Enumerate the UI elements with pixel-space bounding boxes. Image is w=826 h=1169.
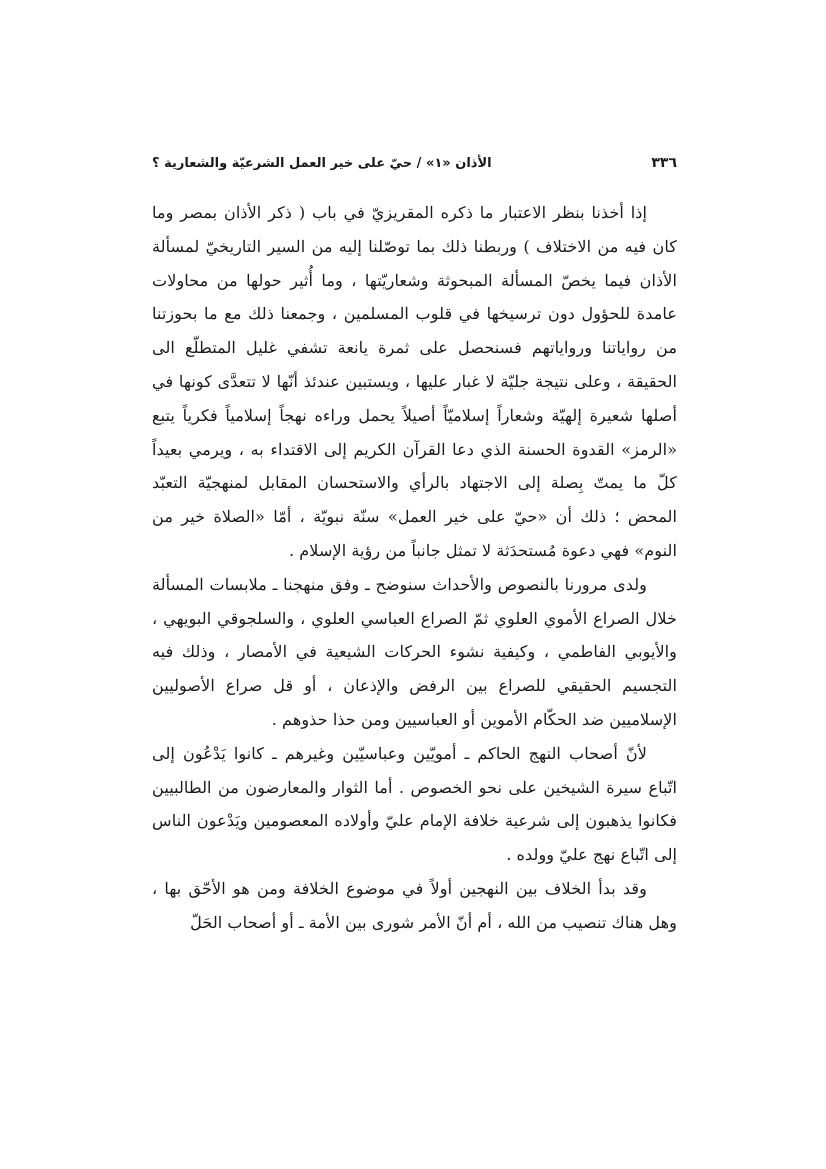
paragraph: ولدى مرورنا بالنصوص والأحداث سنوضح ـ وفق منهجنا ـ ملابسات المسألة خلال الصراع الأموي العلوي ثمّ الصراع العباسي العلوي ، والسلجوقي البويهي ، والأيوبي الفاطمي ، وكيفية نشوء الحركات الشيعية في الأمصار ، وذلك فيه التجسيم الحقيقي للصراع بين الرفض والإذعان ، أو قل صراع الأصوليين الإسلاميين ضد الحكّام الأموين أو العباسيين ومن حذا حذوهم . (152, 574, 677, 729)
paragraph: لأنّ أصحاب النهج الحاكم ـ أمويّين وعباسيّين وغيرهم ـ كانوا يَدْعُون إلى اتّباع سيرة الشيخين على نحو الخصوص . أما الثوار والمعارضون من الطالبيين فكانوا يذهبون إلى شرعية خلافة الإمام عليّ وأولاده المعصومين ويَدْعون الناس إلى اتّباع نهج عليّ وولده . (152, 743, 677, 865)
paragraph: وقد بدأ الخلاف بين النهجين أولاً في موضوع الخلافة ومن هو الأحّق بها ، وهل هناك تنصيب من الله ، أم أنّ الأمر شورى بين الأمة ـ أو أصحاب الحَلّ (152, 878, 677, 932)
paragraph: إذا أخذنا بنظر الاعتبار ما ذكره المقريزيّ في باب ( ذكر الأذان بمصر وما كان فيه من الاختلاف ) وربطنا ذلك بما توصّلنا إليه من السير التاريخيّ لمسألة الأذان فيما يخصّ المسألة المبحوثة وشعاريّتها ، وما أُثير حولها من محاولات عامدة للحؤول دون ترسيخها في قلوب المسلمين ، وجمعنا ذلك مع ما بحوزتنا من رواياتنا ورواياتهم فسنحصل على ثمرة يانعة تشفي غليل المتطلّع الى الحقيقة ، وعلى نتيجة جليّة لا غبار عليها ، ويستبين عندئذ أنّها لا تتعدَّى كونها في أصلها شعيرة إلهيّة وشعاراً إسلاميّاً أصيلاً يحمل وراءه نهجاً إسلامياً فكرياً يتبع «الرمز» القدوة الحسنة الذي دعا القرآن الكريم إلى الاقتداء به ، ويرمي بعيداً كلّ ما يمتّ بِصلة إلى الاجتهاد بالرأي والاستحسان المقابل لمنهجيّة التعبّد المحض ؛ ذلك أن «حيّ على خير العمل» سنّة نبويّة ، أمّا «الصلاة خير من النوم» فهي دعوة مُستحدَثة لا تمثل جانباً من رؤية الإسلام . (152, 203, 677, 560)
body-text (152, 196, 677, 940)
page-number: ٣٣٦ (651, 155, 677, 171)
running-header (152, 148, 677, 178)
running-title: الأذان «١» / حيّ على خير العمل الشرعيّة والشعارية ؟ (152, 155, 492, 171)
